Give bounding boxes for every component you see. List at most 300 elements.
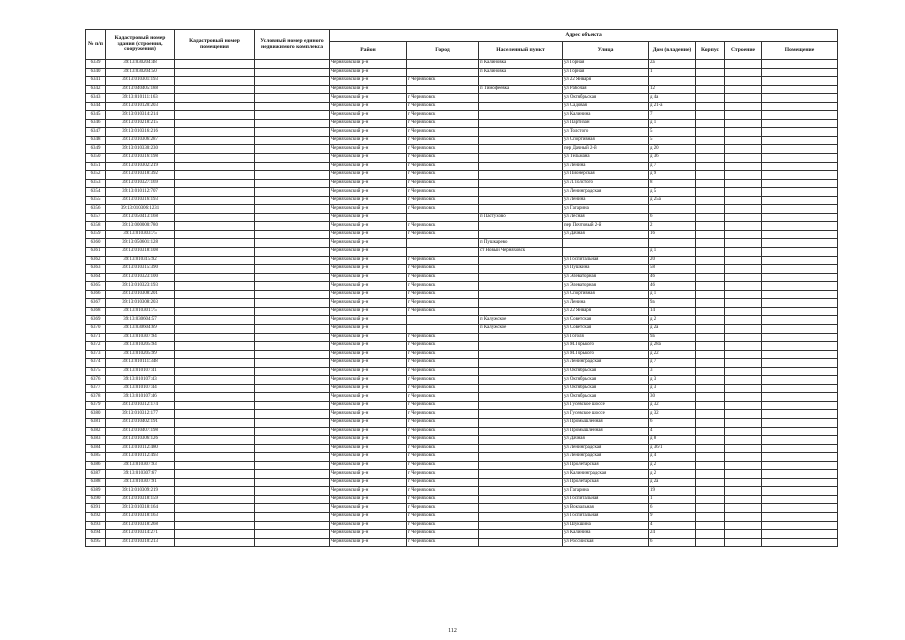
cell-cond-number [255,384,330,393]
cell-city: г Черняховск [407,478,479,487]
cell-kad-building: 39:13:010303:75 [106,230,175,239]
cell-district: Черняховский р-н [330,119,407,128]
cell-kad-room [175,205,255,214]
header-building: Строение [725,42,762,60]
cell-city: г Черняховск [407,282,479,291]
cell-kad-building: 39:13:010314:214 [106,111,175,120]
cell-district: Черняховский р-н [330,196,407,205]
cell-room [762,188,838,197]
cell-house: 12 [649,85,696,94]
cell-korpus [696,60,725,69]
cell-district: Черняховский р-н [330,487,407,496]
cell-house: 2а [649,60,696,69]
cell-korpus [696,444,725,453]
cell-kad-room [175,230,255,239]
cell-street: ул Госпитальная [563,512,649,521]
cell-kad-building: 39:13:010112:707 [106,188,175,197]
cell-district: Черняховский р-н [330,136,407,145]
header-city: Город [407,42,479,60]
cell-num: 6375 [86,367,106,376]
cell-building [725,60,762,69]
cell-kad-building: 39:13:040405:188 [106,85,175,94]
table-row [86,230,838,239]
cell-house: 9 [649,512,696,521]
cell-city: г Черняховск [407,538,479,547]
cell-building [725,530,762,539]
cell-kad-room [175,487,255,496]
cell-kad-building: 39:13:010308:201 [106,290,175,299]
cell-house: д 1 [649,119,696,128]
cell-cond-number [255,410,330,419]
cell-kad-building: 39:13:010107:43 [106,376,175,385]
cell-building [725,359,762,368]
cell-room [762,376,838,385]
table-row [86,102,838,111]
cell-district: Черняховский р-н [330,256,407,265]
table-row [86,128,838,137]
cell-city: г Черняховск [407,436,479,445]
cell-room [762,350,838,359]
cell-house: д 32 [649,410,696,419]
cell-kad-room [175,350,255,359]
cell-cond-number [255,154,330,163]
cell-korpus [696,68,725,77]
cell-kad-building: 39:13:010327:169 [106,179,175,188]
cell-house: д 9 [649,171,696,180]
cell-street: ул Ленинградская [563,359,649,368]
cell-settlement [479,102,563,111]
header-address-group: Адрес объекта [330,30,838,42]
cell-settlement [479,230,563,239]
cell-city: г Черняховск [407,470,479,479]
cell-cond-number [255,94,330,103]
cell-settlement [479,333,563,342]
cell-city: г Черняховск [407,530,479,539]
cell-building [725,427,762,436]
cell-city: г Черняховск [407,256,479,265]
cell-building [725,222,762,231]
cell-room [762,538,838,547]
cell-kad-room [175,478,255,487]
cell-house: 9а [649,333,696,342]
cell-num: 6348 [86,136,106,145]
cell-settlement [479,538,563,547]
cell-kad-building: 39:13:010111:348 [106,359,175,368]
cell-building [725,299,762,308]
cell-num: 6352 [86,171,106,180]
cell-settlement [479,436,563,445]
cell-korpus [696,102,725,111]
cell-city: г Черняховск [407,179,479,188]
cell-num: 6360 [86,239,106,248]
header-room: Помещение [762,42,838,60]
cell-house: 6 [649,418,696,427]
cell-settlement [479,367,563,376]
table-row [86,256,838,265]
cell-num: 6379 [86,401,106,410]
table-row [86,333,838,342]
cell-house: 8 [649,179,696,188]
cell-district: Черняховский р-н [330,470,407,479]
cell-cond-number [255,538,330,547]
cell-num: 6366 [86,290,106,299]
cell-room [762,478,838,487]
cell-settlement: п Калиновка [479,68,563,77]
cell-street: ул Октябрьская [563,376,649,385]
cell-house: 58 [649,265,696,274]
cell-street: ул Промышленная [563,427,649,436]
cell-num: 6372 [86,342,106,351]
cell-kad-room [175,376,255,385]
cell-kad-room [175,102,255,111]
cell-kad-room [175,401,255,410]
header-house: Дом (владение) [649,42,696,60]
cell-building [725,94,762,103]
cell-num: 6345 [86,111,106,120]
cell-kad-room [175,265,255,274]
cell-district: Черняховский р-н [330,282,407,291]
cell-district: Черняховский р-н [330,401,407,410]
cell-building [725,401,762,410]
cell-kad-room [175,384,255,393]
cell-korpus [696,94,725,103]
table-row [86,538,838,547]
cell-kad-building: 39:13:010205:94 [106,342,175,351]
cell-kad-room [175,367,255,376]
cell-district: Черняховский р-н [330,239,407,248]
table-row [86,530,838,539]
cell-settlement [479,171,563,180]
cell-house: д 7 [649,359,696,368]
cell-cond-number [255,222,330,231]
cell-district: Черняховский р-н [330,162,407,171]
cell-street: ул Октябрьская [563,94,649,103]
cell-settlement [479,179,563,188]
cell-house: 46 [649,282,696,291]
cell-district: Черняховский р-н [330,273,407,282]
cell-korpus [696,128,725,137]
cell-building [725,136,762,145]
table-row [86,282,838,291]
cell-house: д 4 [649,453,696,462]
cell-num: 6382 [86,427,106,436]
cell-settlement [479,256,563,265]
cell-num: 6351 [86,162,106,171]
cell-room [762,470,838,479]
cell-kad-building: 39:13:010218:215 [106,119,175,128]
cell-street: ул Госпитальная [563,495,649,504]
cell-district: Черняховский р-н [330,376,407,385]
cell-kad-building: 39:13:010308:203 [106,299,175,308]
cell-kad-building: 39:13:010306:1231 [106,205,175,214]
cell-house: 46 [649,273,696,282]
table-row [86,384,838,393]
cell-cond-number [255,248,330,257]
cell-settlement [479,136,563,145]
cell-street: ул Ленинградская [563,188,649,197]
cell-street: ул Ленинградская [563,444,649,453]
cell-kad-building: 39:13:010307:67 [106,470,175,479]
cell-cond-number [255,401,330,410]
cell-street: ул Ленина [563,299,649,308]
cell-num: 6391 [86,504,106,513]
cell-building [725,350,762,359]
cell-house: 7 [649,111,696,120]
cell-district: Черняховский р-н [330,299,407,308]
cell-num: 6340 [86,68,106,77]
cell-num: 6362 [86,256,106,265]
cell-city: г Черняховск [407,401,479,410]
cell-num: 6353 [86,179,106,188]
cell-building [725,77,762,86]
cell-district: Черняховский р-н [330,77,407,86]
cell-kad-room [175,342,255,351]
cell-kad-room [175,436,255,445]
cell-korpus [696,188,725,197]
cell-settlement [479,222,563,231]
cell-district: Черняховский р-н [330,171,407,180]
cell-settlement [479,359,563,368]
cell-house: д 25а [649,196,696,205]
cell-city: г Черняховск [407,453,479,462]
cell-cond-number [255,68,330,77]
table-row [86,487,838,496]
cell-num: 6390 [86,495,106,504]
cell-city: г Черняховск [407,145,479,154]
cell-cond-number [255,299,330,308]
cell-street: ул Толстого [563,128,649,137]
cell-room [762,367,838,376]
cell-house: 4 [649,521,696,530]
cell-kad-building: 39:13:010120:203 [106,102,175,111]
cell-num: 6387 [86,470,106,479]
cell-korpus [696,350,725,359]
cell-korpus [696,222,725,231]
cell-city: г Черняховск [407,230,479,239]
cell-street: ул М.Горького [563,342,649,351]
cell-cond-number [255,256,330,265]
cell-num: 6341 [86,77,106,86]
cell-house: д 4а [649,94,696,103]
cell-cond-number [255,521,330,530]
cell-district: Черняховский р-н [330,68,407,77]
cell-kad-room [175,171,255,180]
cell-settlement [479,427,563,436]
cell-city: г Черняховск [407,162,479,171]
cell-kad-building: 39:13:010107:41 [106,367,175,376]
cell-house: 30 [649,393,696,402]
cell-district: Черняховский р-н [330,230,407,239]
cell-room [762,179,838,188]
cell-kad-building: 39:13:010312:174 [106,401,175,410]
cell-room [762,324,838,333]
cell-room [762,205,838,214]
cell-settlement [479,376,563,385]
cell-district: Черняховский р-н [330,504,407,513]
cell-street: ул Дачная [563,436,649,445]
cell-building [725,512,762,521]
cell-district: Черняховский р-н [330,128,407,137]
cell-settlement [479,273,563,282]
cell-korpus [696,154,725,163]
cell-cond-number [255,179,330,188]
cell-num: 6343 [86,94,106,103]
cell-district: Черняховский р-н [330,188,407,197]
cell-cond-number [255,376,330,385]
cell-house: д 32 [649,401,696,410]
cell-building [725,384,762,393]
cell-room [762,316,838,325]
cell-kad-building: 39:13:010107:44 [106,384,175,393]
cell-cond-number [255,316,330,325]
cell-room [762,444,838,453]
cell-num: 6361 [86,248,106,257]
cell-kad-building: 39:13:010111:163 [106,94,175,103]
cell-settlement [479,444,563,453]
table-row [86,512,838,521]
cell-building [725,324,762,333]
cell-num: 6363 [86,265,106,274]
cell-num: 6386 [86,461,106,470]
cell-cond-number [255,530,330,539]
cell-room [762,401,838,410]
cell-room [762,495,838,504]
cell-cond-number [255,333,330,342]
cell-settlement [479,478,563,487]
cell-room [762,410,838,419]
cell-house: 20 [649,256,696,265]
cell-room [762,85,838,94]
cell-city: г Черняховск [407,290,479,299]
cell-settlement [479,119,563,128]
cell-num: 6342 [86,85,106,94]
cell-kad-building: 39:13:010307:91 [106,478,175,487]
cell-city: г Черняховск [407,188,479,197]
cell-city: г Черняховск [407,128,479,137]
cell-korpus [696,512,725,521]
cell-num: 6347 [86,128,106,137]
cell-korpus [696,393,725,402]
cell-district: Черняховский р-н [330,342,407,351]
cell-num: 6378 [86,393,106,402]
cell-house: 4 [649,427,696,436]
cell-kad-room [175,68,255,77]
cell-district: Черняховский р-н [330,307,407,316]
cell-kad-building: 39:13:010330:230 [106,145,175,154]
cell-korpus [696,504,725,513]
cell-cond-number [255,478,330,487]
cell-district: Черняховский р-н [330,410,407,419]
cell-kad-room [175,324,255,333]
cell-street: ул 22 Января [563,77,649,86]
cell-room [762,342,838,351]
cell-street: ул Октябрьская [563,367,649,376]
cell-kad-building: 39:13:010302:219 [106,162,175,171]
header-cond-number: Условный номер единого недвижимого комплекса [255,30,330,60]
cell-kad-building: 39:13:010318:164 [106,504,175,513]
cell-korpus [696,248,725,257]
cell-settlement: ст Новый Черняховск [479,248,563,257]
cell-korpus [696,324,725,333]
cell-kad-building: 39:13:010205:99 [106,350,175,359]
table-row [86,504,838,513]
cell-kad-room [175,333,255,342]
cell-korpus [696,290,725,299]
cell-kad-room [175,530,255,539]
cell-district: Черняховский р-н [330,111,407,120]
cell-building [725,179,762,188]
cell-num: 6384 [86,444,106,453]
cell-street: ул Пушкина [563,265,649,274]
cell-district: Черняховский р-н [330,154,407,163]
table-row [86,265,838,274]
table-row [86,453,838,462]
cell-kad-building: 39:13:010307:94 [106,333,175,342]
cell-room [762,239,838,248]
table-header [86,30,838,60]
cell-kad-room [175,307,255,316]
cell-house: 5 [649,136,696,145]
table-row [86,495,838,504]
cell-building [725,461,762,470]
cell-kad-room [175,410,255,419]
cell-kad-room [175,239,255,248]
cell-kad-building: 39:13:010318:268 [106,521,175,530]
cell-room [762,384,838,393]
cell-kad-building: 39:13:050413:168 [106,213,175,222]
cell-building [725,290,762,299]
cell-settlement: п Тимофеевка [479,85,563,94]
cell-kad-building: 39:13:010316:216 [106,128,175,137]
cell-city: г Черняховск [407,299,479,308]
cell-cond-number [255,487,330,496]
cell-kad-building: 39:13:010323:100 [106,273,175,282]
cell-korpus [696,307,725,316]
cell-building [725,213,762,222]
cell-street: ул Ленина [563,196,649,205]
cell-settlement: п Калиновка [479,60,563,69]
cell-district: Черняховский р-н [330,495,407,504]
cell-building [725,128,762,137]
cell-korpus [696,145,725,154]
cell-settlement [479,418,563,427]
cell-cond-number [255,111,330,120]
cell-cond-number [255,102,330,111]
cell-num: 6356 [86,205,106,214]
cell-cond-number [255,60,330,69]
cell-kad-room [175,453,255,462]
cell-kad-room [175,162,255,171]
cell-num: 6357 [86,213,106,222]
cell-cond-number [255,444,330,453]
cell-room [762,145,838,154]
cell-kad-building: 39:13:010323:193 [106,282,175,291]
cell-street: ул Пролетарская [563,478,649,487]
table-row [86,444,838,453]
cell-city: г Черняховск [407,512,479,521]
table-row [86,85,838,94]
table-row [86,222,838,231]
cell-korpus [696,410,725,419]
cell-cond-number [255,213,330,222]
cell-cond-number [255,427,330,436]
cell-settlement [479,282,563,291]
cell-room [762,128,838,137]
table-row [86,401,838,410]
cell-kad-building: 39:13:010112:493 [106,453,175,462]
cell-cond-number [255,230,330,239]
cell-num: 6365 [86,282,106,291]
